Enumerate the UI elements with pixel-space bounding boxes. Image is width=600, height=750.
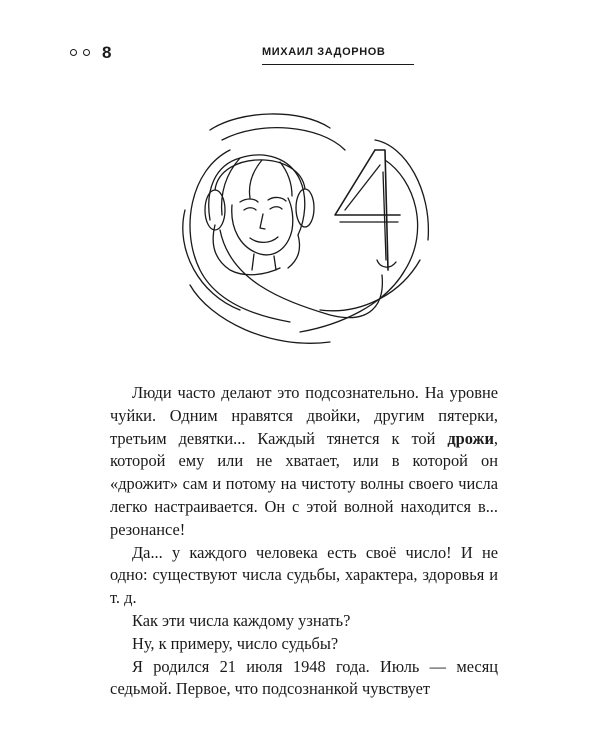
girl-with-headphones-illustration bbox=[170, 110, 440, 360]
bold-word: дрожи bbox=[447, 428, 494, 448]
body-text bbox=[110, 382, 498, 701]
header-rule bbox=[262, 64, 414, 65]
paragraph: Люди часто делают это подсознательно. На уровне чуйки. Одним нравятся двойки, другим пятерки, третьим девятки... Каждый тянется к той дрожи, которой ему или не хватает, или в которой он «дрожит» сам и потому на чистоту волны своего числа легко настраивается. Он с этой волной находится в... резонансе! bbox=[110, 383, 498, 539]
running-title: МИХАИЛ ЗАДОРНОВ bbox=[262, 46, 386, 58]
paragraph: Я родился 21 июля 1948 года. Июль — месяц седьмой. Первое, что подсознанкой чувствует bbox=[110, 656, 498, 699]
page-number: 8 bbox=[102, 43, 112, 62]
running-header bbox=[0, 40, 600, 68]
paragraph: Как эти числа каждому узнать? bbox=[132, 610, 351, 630]
ornament-dot-icon bbox=[83, 49, 90, 56]
paragraph: Да... у каждого человека есть своё число! И не одно: существуют числа судьбы, характера, здоровья и т. д. bbox=[110, 542, 498, 608]
page-number-block bbox=[70, 44, 111, 61]
paragraph: Ну, к примеру, число судьбы? bbox=[132, 633, 339, 653]
ornament-dot-icon bbox=[70, 49, 77, 56]
